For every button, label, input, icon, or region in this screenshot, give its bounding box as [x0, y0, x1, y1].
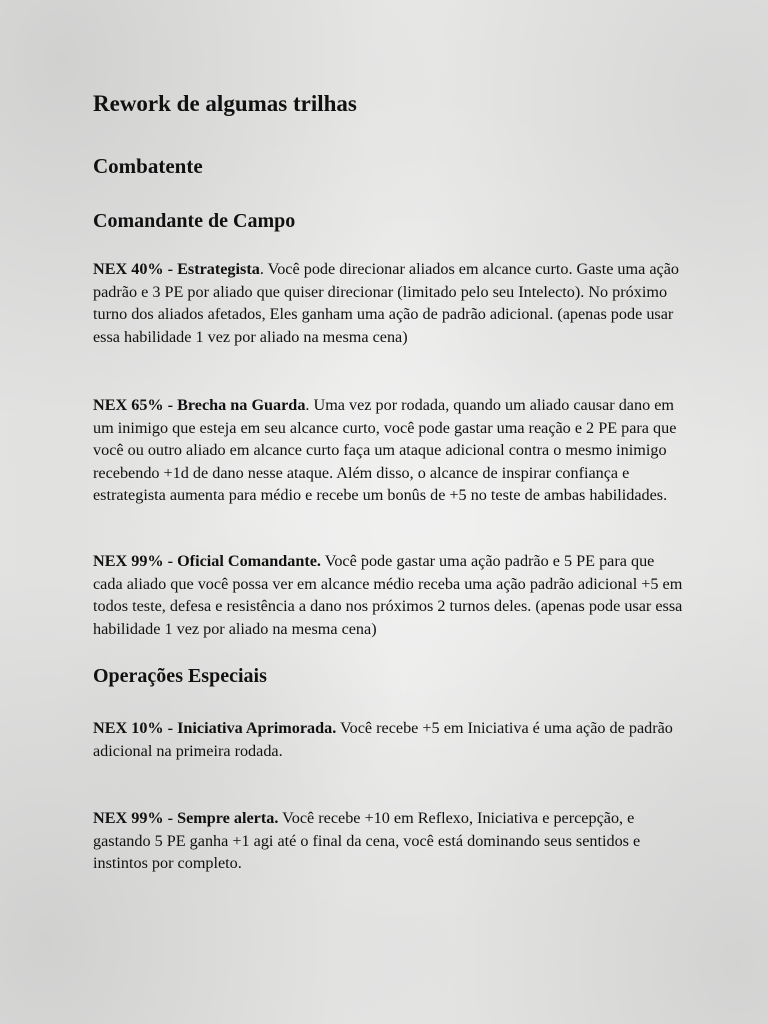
ability-oficial-comandante: [93, 550, 683, 640]
ability-name: Brecha na Guarda: [177, 396, 306, 414]
ability-brecha-na-guarda: [93, 394, 683, 507]
ability-nex-level: NEX 99% -: [93, 809, 178, 827]
ability-description: Você recebe +5 em Iniciativa é uma ação de padrão adicional na primeira rodada.: [93, 719, 673, 760]
ability-name: Sempre alerta.: [177, 809, 279, 827]
document-title: Rework de algumas trilhas: [93, 91, 357, 116]
ability-sempre-alerta: [93, 807, 683, 875]
ability-nex-level: NEX 65% -: [93, 396, 178, 414]
ability-nex-level: NEX 10% -: [93, 719, 178, 737]
ability-name: Estrategista: [177, 260, 260, 278]
ability-name: Oficial Comandante.: [177, 552, 321, 570]
ability-description: Você recebe +10 em Reflexo, Iniciativa e percepção, e gastando 5 PE ganha +1 agi até o final da cena, você está dominando seus sentidos e instintos por completo.: [93, 809, 641, 873]
ability-nex-level: NEX 99% -: [93, 552, 178, 570]
ability-nex-level: NEX 40% -: [93, 260, 178, 278]
ability-description: . Uma vez por rodada, quando um aliado causar dano em um inimigo que esteja em seu alcance curto, você pode gastar uma reação e 2 PE para que você ou outro aliado em alcance curto faça um ataque adicional contra o mesmo inimigo recebendo +1d de dano nesse ataque. Além disso, o alcance de inspirar confiança e estrategista aumenta para médio e recebe um bonûs de +5 no teste de ambas habilidades.: [93, 396, 677, 505]
ability-name: Iniciativa Aprimorada.: [177, 719, 337, 737]
ability-description: Você pode gastar uma ação padrão e 5 PE para que cada aliado que você possa ver em alcance médio receba uma ação padrão adicional +5 em todos teste, defesa e resistência a dano nos próximos 2 turnos deles. (apenas pode usar essa habilidade 1 vez por aliado na mesma cena): [93, 552, 683, 638]
track-title-operacoes-especiais: Operações Especiais: [93, 665, 267, 687]
ability-iniciativa-aprimorada: [93, 717, 683, 762]
track-title-comandante-de-campo: Comandante de Campo: [93, 210, 296, 232]
section-title-combatente: Combatente: [93, 154, 203, 178]
ability-estrategista: [93, 258, 683, 348]
ability-description: . Você pode direcionar aliados em alcance curto. Gaste uma ação padrão e 3 PE por aliado que quiser direcionar (limitado pelo seu Intelecto). No próximo turno dos aliados afetados, Eles ganham uma ação de padrão adicional. (apenas pode usar essa habilidade 1 vez por aliado na mesma cena): [93, 260, 680, 346]
